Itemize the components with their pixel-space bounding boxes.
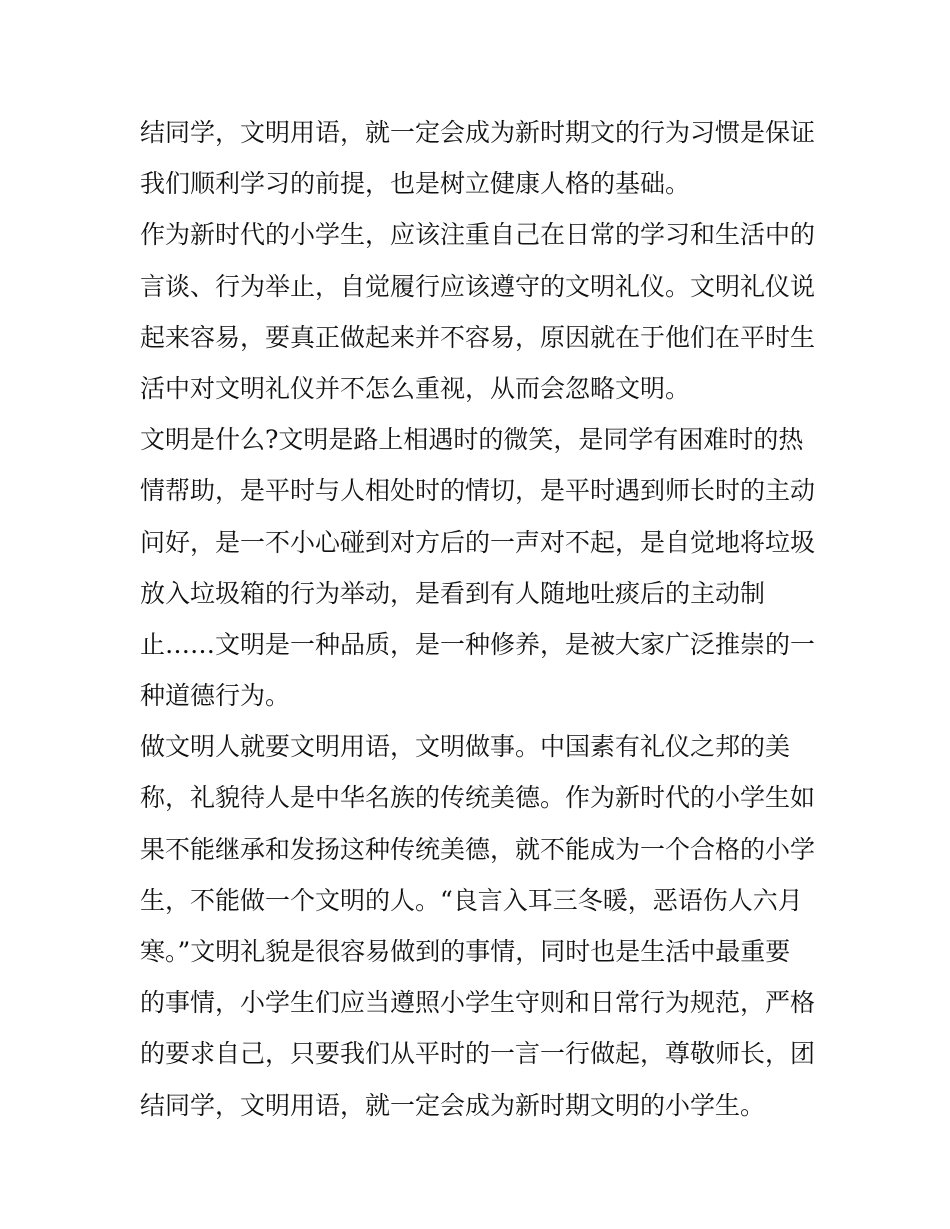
text-line: 称，礼貌待人是中华名族的传统美德。作为新时代的小学生如 (140, 783, 816, 813)
text-line: 结同学，文明用语，就一定会成为新时期文的行为习惯是保证 (140, 118, 816, 147)
text-line: 生，不能做一个文明的人。“良言入耳三冬暖，恶语伤人六月 (140, 885, 803, 915)
text-line: 放入垃圾箱的行为举动，是看到有人随地吐痰后的主动制 (140, 578, 766, 608)
text-line: 问好，是一不小心碰到对方后的一声对不起，是自觉地将垃圾 (140, 527, 816, 557)
text-line: 寒。”文明礼貌是很容易做到的事情，同时也是生活中最重要 (140, 937, 791, 966)
text-line: 的要求自己，只要我们从平时的一言一行做起，尊敬师长，团 (140, 1039, 816, 1069)
text-line: 文明是什么?文明是路上相遇时的微笑，是同学有困难时的热 (140, 425, 804, 455)
text-line: 结同学，文明用语，就一定会成为新时期文明的小学生。 (140, 1090, 766, 1120)
text-line: 种道德行为。 (140, 681, 291, 711)
text-line: 我们顺利学习的前提，也是树立健康人格的基础。 (140, 169, 691, 199)
text-line: 的事情，小学生们应当遵照小学生守则和日常行为规范，严格 (140, 988, 816, 1018)
text-line: 果不能继承和发扬这种传统美德，就不能成为一个合格的小学 (140, 834, 816, 864)
text-line: 情帮助，是平时与人相处时的情切，是平时遇到师长时的主动 (140, 476, 816, 506)
text-line: 做文明人就要文明用语，文明做事。中国素有礼仪之邦的美 (140, 732, 791, 762)
text-line: 活中对文明礼仪并不怎么重视，从而会忽略文明。 (140, 373, 691, 403)
text-line: 言谈、行为举止，自觉履行应该遵守的文明礼仪。文明礼仪说 (140, 271, 816, 301)
text-line: 起来容易，要真正做起来并不容易，原因就在于他们在平时生 (140, 322, 816, 352)
body-text (140, 107, 830, 1131)
text-line: 作为新时代的小学生，应该注重自己在日常的学习和生活中的 (140, 220, 816, 250)
text-line: 止……文明是一种品质，是一种修养，是被大家广泛推崇的一 (140, 629, 816, 659)
